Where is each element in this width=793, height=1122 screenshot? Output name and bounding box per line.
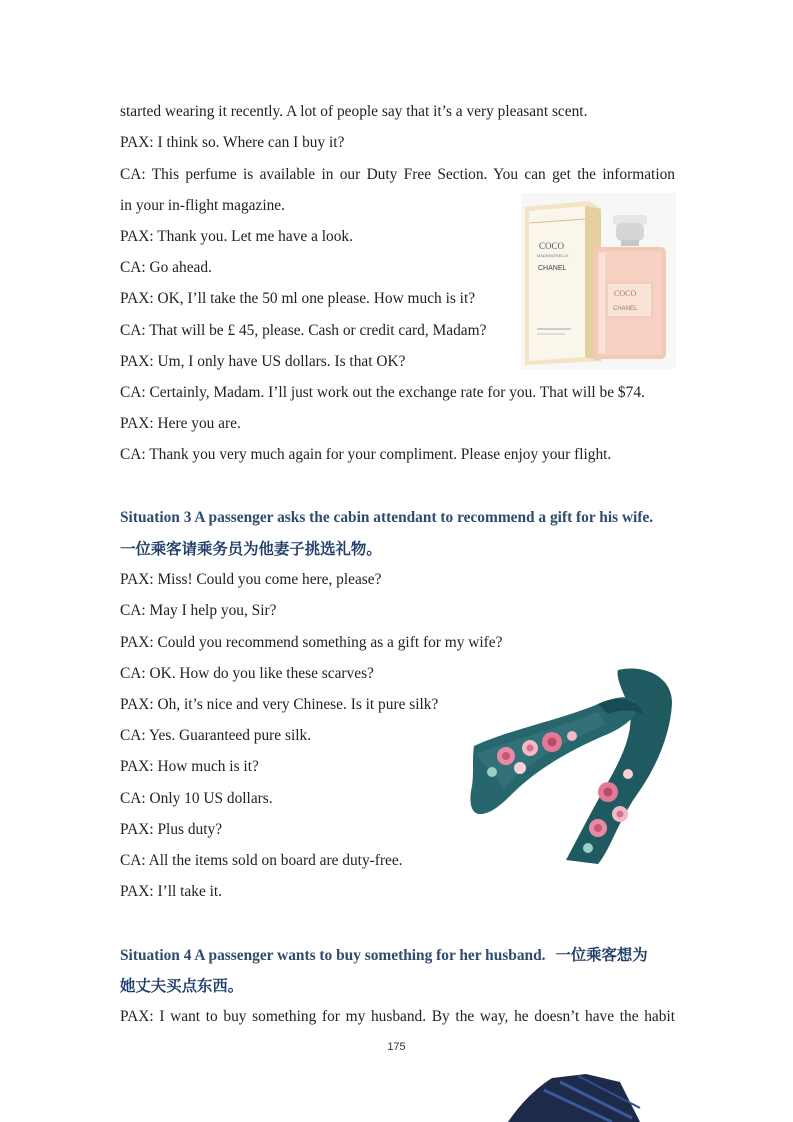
situation-4-heading-cn-b: 她丈夫买点东西。 xyxy=(120,977,244,995)
dialogue-line-6: CA: Go ahead. xyxy=(120,259,212,276)
box-brand-text: COCO xyxy=(539,241,565,251)
dialogue-line-7: PAX: OK, I’ll take the 50 ml one please. How much is it? xyxy=(120,290,476,307)
box-sub-text: MADEMOISELLE xyxy=(537,253,569,258)
situation-4-heading-cn-a: 一位乘客想为 xyxy=(555,946,648,964)
s3-line-1: PAX: Miss! Could you come here, please? xyxy=(120,571,382,588)
s4-line-1: PAX: I want to buy something for my husband. By the way, he doesn’t have the habit xyxy=(120,1008,675,1025)
dialogue-line-4: in your in-flight magazine. xyxy=(120,197,285,214)
silk-scarf-image xyxy=(468,664,676,868)
s3-line-5: PAX: Oh, it’s nice and very Chinese. Is it pure silk? xyxy=(120,696,439,713)
dialogue-line-11: PAX: Here you are. xyxy=(120,415,241,432)
perfume-image xyxy=(521,193,676,369)
s3-line-6: CA: Yes. Guaranteed pure silk. xyxy=(120,727,312,744)
s3-line-4: CA: OK. How do you like these scarves? xyxy=(120,665,374,682)
dialogue-line-5: PAX: Thank you. Let me have a look. xyxy=(120,228,353,245)
dialogue-line-8: CA: That will be £ 45, please. Cash or credit card, Madam? xyxy=(120,322,487,339)
situation-3-heading-cn: 一位乘客请乘务员为他妻子挑选礼物。 xyxy=(120,540,382,558)
dialogue-line-3: CA: This perfume is available in our Duty Free Section. You can get the information xyxy=(120,166,675,183)
dialogue-line-10: CA: Certainly, Madam. I’ll just work out the exchange rate for you. That will be $74. xyxy=(120,384,645,401)
dialogue-line-2: PAX: I think so. Where can I buy it? xyxy=(120,134,345,151)
s3-line-10: CA: All the items sold on board are duty-free. xyxy=(120,852,403,869)
dialogue-line-12: CA: Thank you very much again for your compliment. Please enjoy your flight. xyxy=(120,446,612,463)
s3-line-9: PAX: Plus duty? xyxy=(120,821,223,838)
necktie-image xyxy=(500,1072,650,1122)
page-number: 175 xyxy=(387,1041,406,1053)
dialogue-line-1: started wearing it recently. A lot of people say that it’s a very pleasant scent. xyxy=(120,103,588,120)
s3-line-3: PAX: Could you recommend something as a gift for my wife? xyxy=(120,634,503,651)
bottle-maker-text: CHANEL xyxy=(613,306,638,312)
s3-line-11: PAX: I’ll take it. xyxy=(120,883,223,900)
bottle-brand-text: COCO xyxy=(614,289,637,298)
box-maker-text: CHANEL xyxy=(538,265,567,272)
s3-line-7: PAX: How much is it? xyxy=(120,758,259,775)
situation-3-heading: Situation 3 A passenger asks the cabin attendant to recommend a gift for his wife. xyxy=(120,509,654,526)
situation-4-heading-en: Situation 4 A passenger wants to buy something for her husband. xyxy=(120,947,546,964)
situation-4-heading xyxy=(120,945,648,966)
s3-line-8: CA: Only 10 US dollars. xyxy=(120,790,273,807)
s3-line-2: CA: May I help you, Sir? xyxy=(120,602,277,619)
dialogue-line-9: PAX: Um, I only have US dollars. Is that OK? xyxy=(120,353,406,370)
